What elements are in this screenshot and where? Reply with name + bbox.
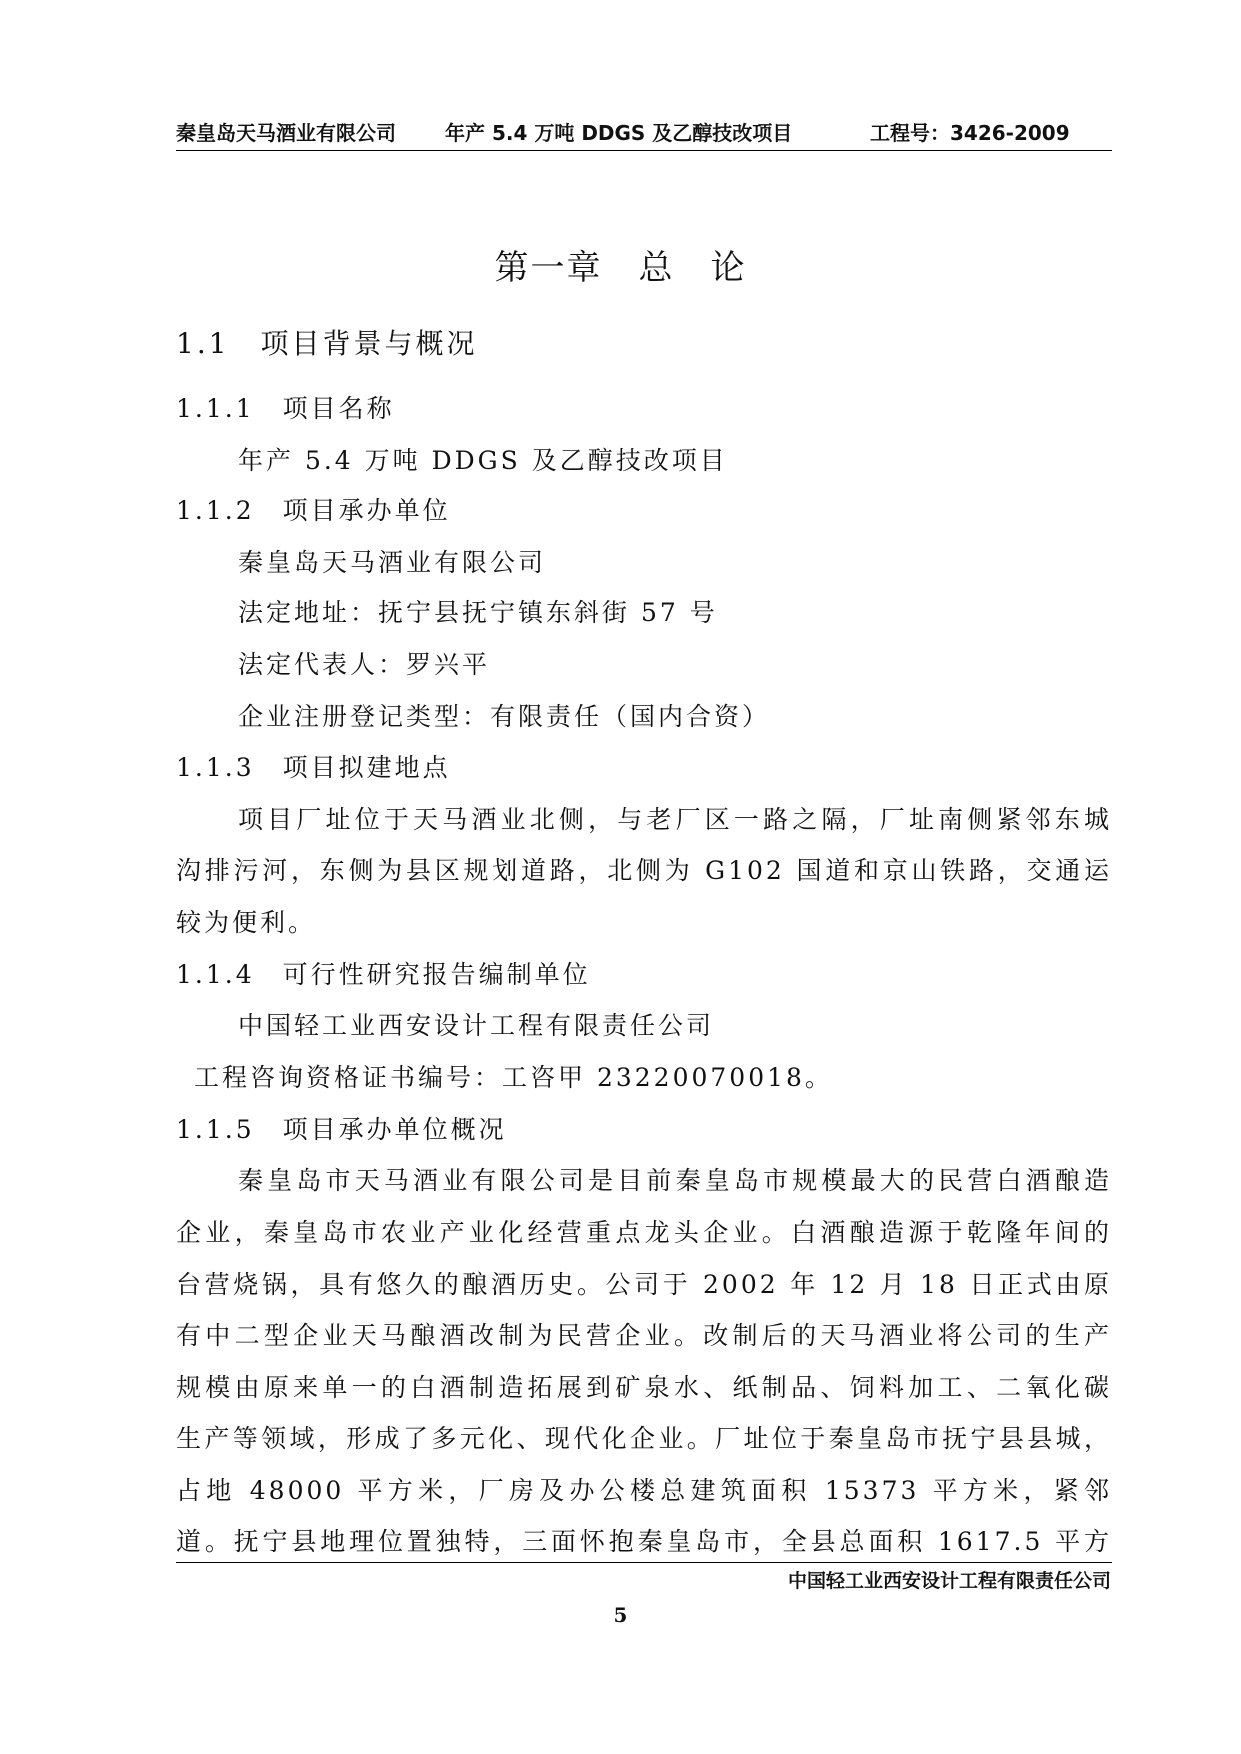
paragraph-line: 企业注册登记类型：有限责任（国内合资） xyxy=(238,702,771,731)
subsection-number: 1.1.5 xyxy=(176,1115,255,1144)
subsection-heading xyxy=(176,1110,507,1150)
paragraph-line: 道。抚宁县地理位置独特，三面怀抱秦皇岛市，全县总面积 1617.5 平方 xyxy=(176,1527,1112,1556)
subsection-heading xyxy=(176,955,591,995)
paragraph-line: 规模由原来单一的白酒制造拓展到矿泉水、纸制品、饲料加工、二氧化碳 xyxy=(176,1373,1112,1402)
section-heading xyxy=(176,322,478,366)
paragraph-line: 生产等领域，形成了多元化、现代化企业。厂址位于秦皇岛市抚宁县县城， xyxy=(176,1424,1112,1453)
paragraph-line: 年产 5.4 万吨 DDGS 及乙醇技改项目 xyxy=(238,446,728,475)
paragraph-line: 项目厂址位于天马酒业北侧，与老厂区一路之隔，厂址南侧紧邻东城 xyxy=(238,805,1112,834)
chapter-title: 第一章 总 论 xyxy=(494,248,747,288)
paragraph-line: 企业，秦皇岛市农业产业化经营重点龙头企业。白酒酿造源于乾隆年间的 xyxy=(176,1218,1112,1247)
header-project-number: 工程号：3426-2009 xyxy=(870,121,1070,145)
paragraph-line: 有中二型企业天马酿酒改制为民营企业。改制后的天马酒业将公司的生产 xyxy=(176,1321,1112,1350)
subsection-title: 项目承办单位概况 xyxy=(282,1115,507,1144)
subsection-number: 1.1.1 xyxy=(176,394,255,423)
paragraph-line: 秦皇岛天马酒业有限公司 xyxy=(238,548,547,577)
subsection-heading xyxy=(176,491,451,531)
paragraph-line: 较为便利。 xyxy=(176,908,317,937)
paragraph-line: 秦皇岛市天马酒业有限公司是目前秦皇岛市规模最大的民营白酒酿造 xyxy=(238,1166,1112,1195)
paragraph-line: 法定代表人：罗兴平 xyxy=(238,650,491,679)
paragraph-line: 中国轻工业西安设计工程有限责任公司 xyxy=(238,1011,715,1040)
page-number: 5 xyxy=(613,1603,628,1627)
paragraph-line: 占地 48000 平方米，厂房及办公楼总建筑面积 15373 平方米，紧邻 xyxy=(176,1476,1112,1505)
section-number: 1.1 xyxy=(176,327,230,360)
subsection-title: 项目名称 xyxy=(282,394,395,423)
subsection-number: 1.1.4 xyxy=(176,960,255,989)
header-project: 年产 5.4 万吨 DDGS 及乙醇技改项目 xyxy=(445,121,793,145)
section-title: 项目背景与概况 xyxy=(260,327,478,360)
subsection-title: 可行性研究报告编制单位 xyxy=(282,960,591,989)
paragraph-line: 法定地址：抚宁县抚宁镇东斜街 57 号 xyxy=(238,598,718,627)
subsection-number: 1.1.3 xyxy=(176,753,255,782)
subsection-heading xyxy=(176,389,395,429)
header-company: 秦皇岛天马酒业有限公司 xyxy=(176,121,396,145)
header-rule xyxy=(176,150,1112,151)
footer-organization: 中国轻工业西安设计工程有限责任公司 xyxy=(787,1570,1111,1592)
paragraph-line: 沟排污河，东侧为县区规划道路，北侧为 G102 国道和京山铁路，交通运 xyxy=(176,856,1112,885)
subsection-title: 项目承办单位 xyxy=(282,496,451,525)
subsection-number: 1.1.2 xyxy=(176,496,255,525)
paragraph-line: 工程咨询资格证书编号：工咨甲 23220070018。 xyxy=(194,1063,833,1092)
paragraph-line: 台营烧锅，具有悠久的酿酒历史。公司于 2002 年 12 月 18 日正式由原 xyxy=(176,1270,1112,1299)
footer-rule xyxy=(176,1562,1112,1563)
subsection-title: 项目拟建地点 xyxy=(282,753,451,782)
subsection-heading xyxy=(176,748,451,788)
